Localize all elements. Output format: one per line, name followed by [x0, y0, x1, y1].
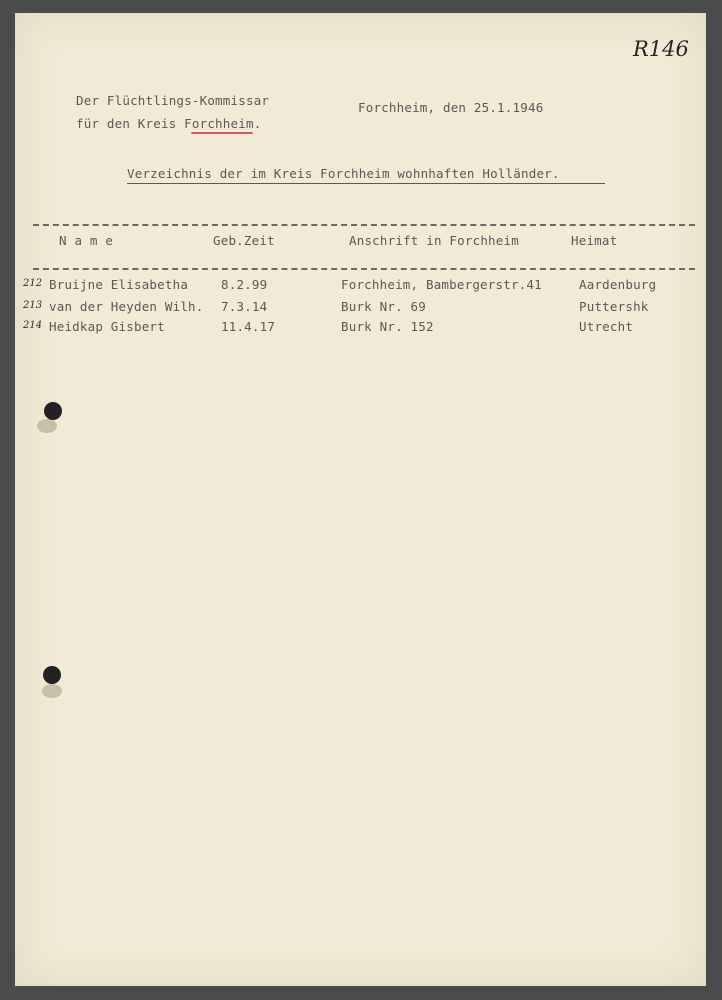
table-header-rule: [33, 268, 695, 270]
cell-name: van der Heyden Wilh.: [49, 299, 204, 314]
cell-name: Bruijne Elisabetha: [49, 277, 189, 292]
punch-hole-shadow: [42, 684, 62, 698]
cell-name: Heidkap Gisbert: [49, 319, 165, 334]
place-date: Forchheim, den 25.1.1946: [358, 100, 544, 115]
title-underline: [127, 183, 605, 184]
document-page: [15, 13, 706, 986]
column-header-name: N a m e: [59, 233, 114, 248]
row-mark: 214: [23, 320, 43, 331]
cell-birth: 11.4.17: [221, 319, 276, 334]
red-underline: [191, 132, 253, 134]
cell-birth: 8.2.99: [221, 277, 268, 292]
punch-hole-top: [44, 402, 62, 420]
cell-home: Utrecht: [579, 319, 634, 334]
row-mark: 213: [23, 300, 43, 311]
column-header-home: Heimat: [571, 233, 618, 248]
handwritten-reference: R146: [633, 37, 689, 61]
table-top-rule: [33, 224, 695, 226]
cell-home: Aardenburg: [579, 277, 657, 292]
row-mark: 212: [23, 278, 43, 289]
column-header-address: Anschrift in Forchheim: [349, 233, 519, 248]
cell-birth: 7.3.14: [221, 299, 268, 314]
sender-line-1: Der Flüchtlings-Kommissar: [76, 93, 270, 108]
cell-address: Forchheim, Bambergerstr.41: [341, 277, 542, 292]
sender-line-2: für den Kreis Forchheim.: [76, 116, 262, 131]
punch-hole-bottom: [43, 666, 61, 684]
punch-hole-shadow: [37, 419, 57, 433]
cell-home: Puttershk: [579, 299, 649, 314]
cell-address: Burk Nr. 152: [341, 319, 434, 334]
cell-address: Burk Nr. 69: [341, 299, 426, 314]
column-header-birth: Geb.Zeit: [213, 233, 275, 248]
document-title: Verzeichnis der im Kreis Forchheim wohnhaften Holländer.: [127, 166, 560, 181]
